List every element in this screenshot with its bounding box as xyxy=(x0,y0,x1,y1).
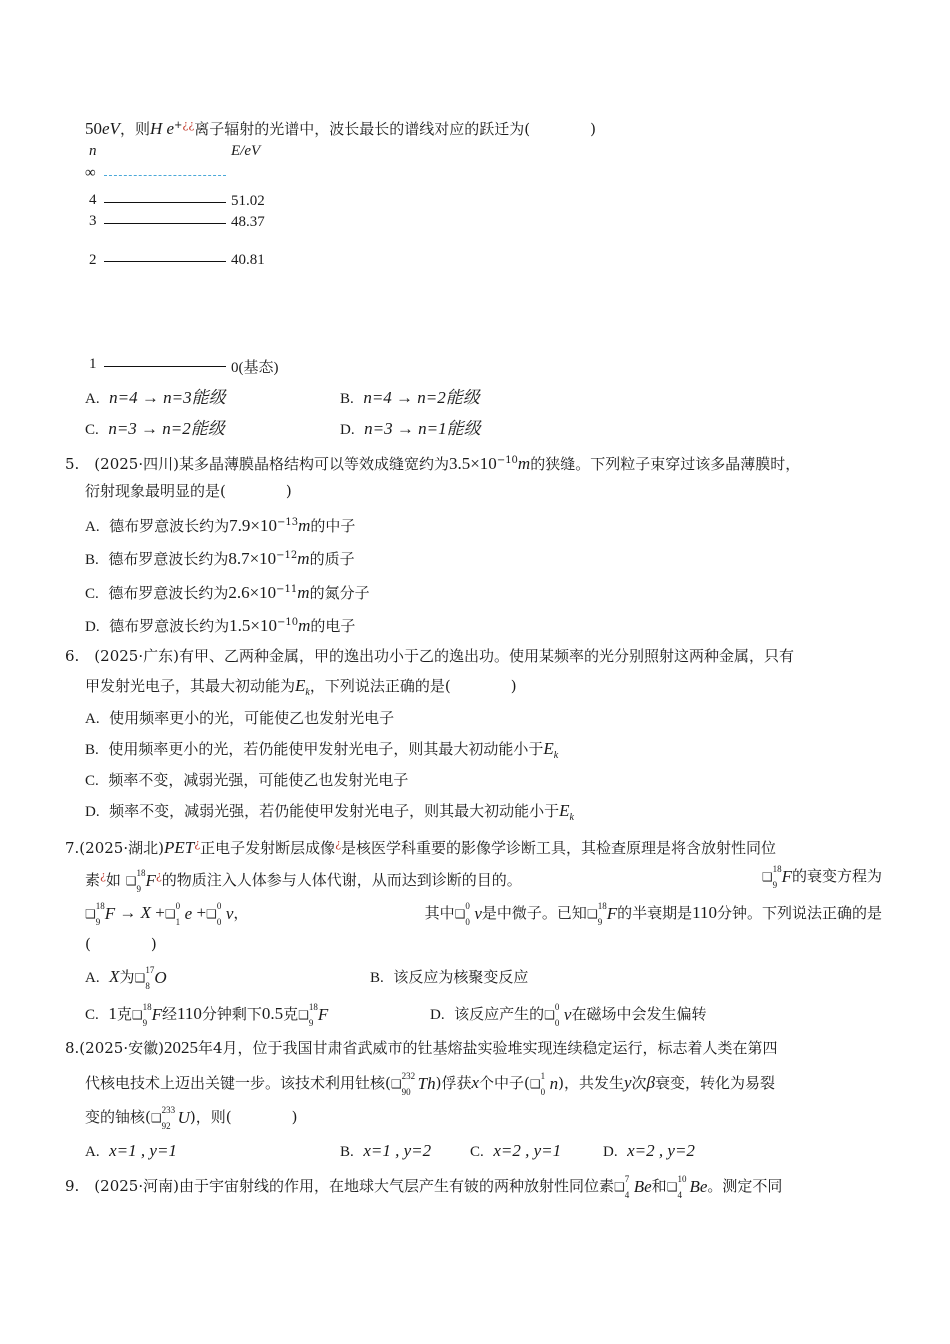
level-2-line xyxy=(104,261,226,262)
level-3-n: 3 xyxy=(89,213,97,229)
level-4-line xyxy=(104,202,226,203)
q4-option-b: B. n=4 → n=2能级 xyxy=(340,388,480,407)
q8-stem-line3: 变的铀核(❑ 233 92 U)，则( ) xyxy=(85,1105,298,1131)
diagram-e-header: E/eV xyxy=(231,143,261,159)
q5-option-a: A. 德布罗意波长约为$7.9\times 10^{-13}m$的中子 xyxy=(85,516,356,535)
q7-option-a: A. X为❑ 17 8 O xyxy=(85,965,167,991)
level-inf-line xyxy=(104,175,226,176)
level-3-energy: 48.37 xyxy=(231,214,265,230)
q4-garbled-glyph: ¿¿ xyxy=(182,118,195,131)
q4-lead-line xyxy=(85,115,596,139)
level-2-energy: 40.81 xyxy=(231,252,265,268)
q4-option-d: D. n=3 → n=1能级 xyxy=(340,419,481,438)
q4-text-b: 离子辐射的光谱中，波长最长的谱线对应的跃迁为( ) xyxy=(194,120,596,138)
q7-stem-line3: ❑ 18 9 F → X +❑ 0 1 e +❑ 0 0 v， 其中❑ 0 0 v是中微子。已知❑ 18 9 F的半衰期是110分钟。下列说法正确的是 xyxy=(85,901,882,927)
level-1-line xyxy=(104,366,226,367)
q8-stem-line2: 代核电技术上迈出关键一步。该技术利用钍核(❑ 232 90 Th)俘获x个中子(❑ 1 0 n)，共发生y次β衰变，转化为易裂 xyxy=(85,1071,776,1097)
q7-option-b: B. 该反应为核聚变反应 xyxy=(370,968,529,986)
q6-option-d: D. 频率不变，减弱光强，若仍能使甲发射光电子，则其最大初动能小于$E_k$ xyxy=(85,801,574,823)
q6-stem-line1: 6. (2025·广东)有甲、乙两种金属，甲的逸出功小于乙的逸出功。使用某频率的光分别照射这两种金属，只有 xyxy=(65,647,794,665)
q5-option-b: B. 德布罗意波长约为$8.7\times 10^{-12}m$的质子 xyxy=(85,549,355,568)
q4-energy-unit: eV xyxy=(102,119,120,138)
q4-option-c: C. n=3 → n=2能级 xyxy=(85,419,225,438)
level-1-energy: 0(基态) xyxy=(231,360,279,376)
nuclide-be7: 7 4 Be xyxy=(624,1174,652,1200)
q8-option-d: D. x=2 , y=2 xyxy=(603,1141,695,1160)
q5-stem-line2: 衍射现象最明显的是( ) xyxy=(85,482,292,500)
nuclide-f18: 18 9 F xyxy=(772,864,792,890)
level-2-n: 2 xyxy=(89,252,97,268)
q5-option-c: C. 德布罗意波长约为$2.6\times 10^{-11}m$的氮分子 xyxy=(85,583,370,602)
q8-option-b: B. x=1 , y=2 xyxy=(340,1141,432,1160)
level-inf-n: ∞ xyxy=(85,165,96,181)
q5-stem-line1: 5. (2025·四川)某多晶薄膜晶格结构可以等效成缝宽约为$3.5\times 10^{-10}m$的狭缝。下列粒子束穿过该多晶薄膜时， xyxy=(65,454,801,473)
q4-energy-value: 50 xyxy=(85,119,102,138)
q6-stem-line2: 甲发射光电子，其最大初动能为$E_k$，下列说法正确的是( ) xyxy=(85,676,517,698)
nuclide-be10: 10 4 Be xyxy=(677,1174,708,1200)
q4-he-symbol: H e xyxy=(149,119,175,138)
q7-stem-line1: 7.(2025·湖北)PET¿正电子发射断层成像¿是核医学科重要的影像学诊断工具，其检查原理是将含放射性同位 xyxy=(65,837,777,857)
nuclide-u233: 233 92 U xyxy=(161,1105,190,1131)
nuclide-f18: 18 9 F xyxy=(136,868,156,894)
q8-stem-line1: 8.(2025·安徽)2025年4月，位于我国甘肃省武威市的钍基熔盐实验堆实现连续稳定运行，标志着人类在第四 xyxy=(65,1038,778,1057)
q4-text-a: ，则 xyxy=(119,120,150,138)
q6-option-a: A. 使用频率更小的光，可能使乙也发射光电子 xyxy=(85,709,395,727)
q8-option-c: C. x=2 , y=1 xyxy=(470,1141,562,1160)
q7-stem-line2: 素¿如 ❑ 18 9 F¿的物质注入人体参与人体代谢，从而达到诊断的目的。 ❑ 18 9 F的衰变方程为 xyxy=(85,864,882,894)
q8-option-a: A. x=1 , y=1 xyxy=(85,1141,177,1160)
q4-option-a: A. n=4 → n=3能级 xyxy=(85,388,226,407)
diagram-n-header: n xyxy=(89,143,97,159)
q7-option-d: D. 该反应产生的❑ 0 0 v在磁场中会发生偏转 xyxy=(430,1002,707,1028)
q7-option-c: C. 1克❑ 18 9 F经110分钟剩下0.5克❑ 18 9 F xyxy=(85,1002,329,1028)
q5-option-d: D. 德布罗意波长约为$1.5\times 10^{-10}m$的电子 xyxy=(85,616,356,635)
level-1-n: 1 xyxy=(89,356,97,372)
level-4-n: 4 xyxy=(89,192,97,208)
q6-option-c: C. 频率不变，减弱光强，可能使乙也发射光电子 xyxy=(85,771,409,789)
q6-option-b: B. 使用频率更小的光，若仍能使甲发射光电子，则其最大初动能小于$E_k$ xyxy=(85,739,559,761)
q7-decay-equation: ❑ 18 9 F → X +❑ 0 1 e +❑ 0 0 v， xyxy=(85,901,249,927)
level-3-line xyxy=(104,223,226,224)
q9-stem-line1: 9. (2025·河南)由于宇宙射线的作用，在地球大气层产生有铍的两种放射性同位素❑ 7 4 Be和❑ 10 4 Be。测定不同 xyxy=(65,1174,783,1200)
level-4-energy: 51.02 xyxy=(231,193,265,209)
q4-he-charge: + xyxy=(174,120,183,131)
q7-stem-line4: ( ) xyxy=(85,935,157,953)
nuclide-th232: 232 90 Th xyxy=(401,1071,436,1097)
